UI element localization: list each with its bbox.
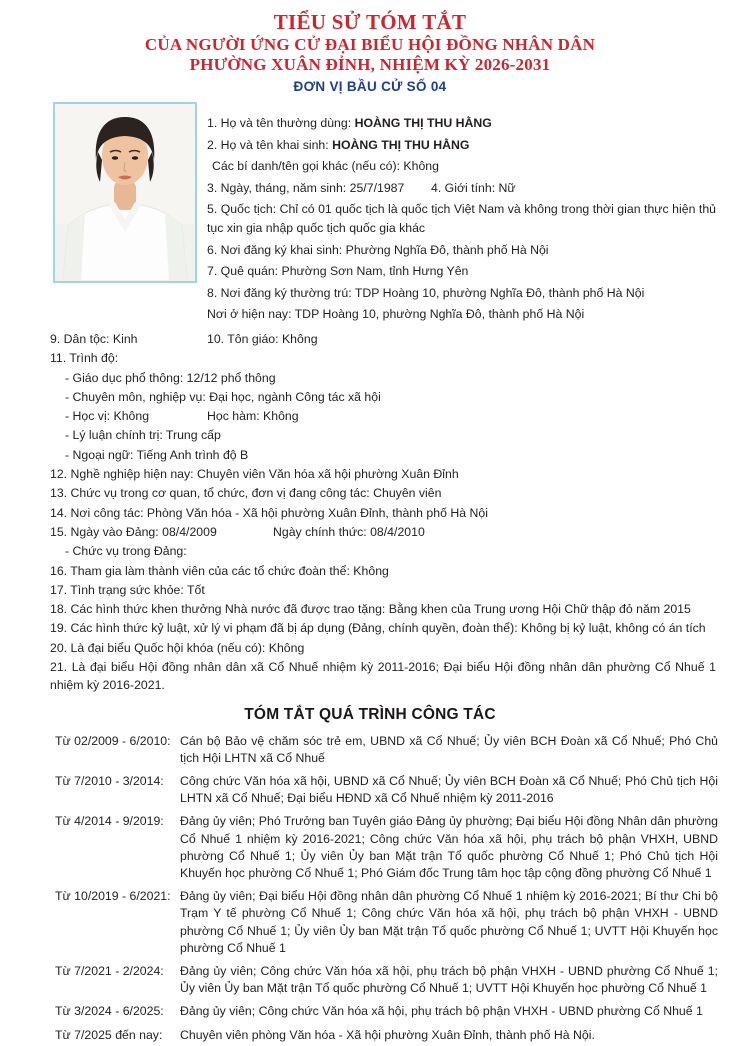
work-description: Cán bộ Bảo vệ chăm sóc trẻ em, UBND xã Cổ Nhuế; Ủy viên BCH Đoàn xã Cổ Nhuế; Phó Chủ tịch Hội LHTN xã Cổ Nhuế <box>180 733 718 765</box>
work-history-row <box>55 963 718 997</box>
portrait-illustration <box>55 104 195 281</box>
work-period: Từ 7/2021 - 2/2024: <box>55 964 164 979</box>
item-3-4-row <box>207 179 716 198</box>
item-10-religion: 10. Tôn giáo: Không <box>207 331 318 346</box>
work-period: Từ 3/2024 - 6/2025: <box>55 1004 164 1019</box>
item-8-permanent-residence: 8. Nơi đăng ký thường trú: TDP Hoàng 10, phường Nghĩa Đô, thành phố Hà Nội <box>207 285 645 300</box>
top-section <box>0 95 740 327</box>
work-period: Từ 02/2009 - 6/2010: <box>55 733 171 748</box>
education-degree-row <box>50 407 716 425</box>
education-degree: - Học vị: Không <box>65 409 150 424</box>
personal-items-1-8 <box>207 102 716 327</box>
item-9-10-row <box>50 330 716 348</box>
work-description: Đảng ủy viên; Đại biểu Hội đồng nhân dân phường Cổ Nhuế 1 nhiệm kỳ 2016-2021; Bí thư Chi bộ Trạm Y tế phường Cổ Nhuế 1; Công chức Văn hóa xã hội, phụ trách bộ phận VHXH - UBND phường Cổ Nhuế 1; Ủy viên Ủy ban Mặt trận Tổ quốc phường Cổ Nhuế 1; UVTT Hội Khuyến học phường Cổ Nhuế 1 <box>180 889 718 955</box>
work-history-row <box>55 733 718 767</box>
work-description: Đảng ủy viên; Công chức Văn hóa xã hội, phụ trách bộ phận VHXH - UBND phường Cổ Nhuế 1; Ủy viên Ủy ban Mặt trận Tổ quốc phường Cổ Nhuế 1; UVTT Hội Khuyến học phường Cổ Nhuế 1 <box>180 964 718 996</box>
document-title: TIỂU SỬ TÓM TẮT <box>273 10 467 34</box>
item-12-occupation: 12. Nghề nghiệp hiện nay: Chuyên viên Văn hóa xã hội phường Xuân Đỉnh <box>50 467 459 482</box>
item-13-position: 13. Chức vụ trong cơ quan, tổ chức, đơn vị đang công tác: Chuyên viên <box>50 486 442 501</box>
item-2-value: HOÀNG THỊ THU HẰNG <box>332 137 470 152</box>
work-period: Từ 7/2025 đến nay: <box>55 1027 163 1042</box>
work-period: Từ 4/2014 - 9/2019: <box>55 814 164 829</box>
item-9-ethnicity: 9. Dân tộc: Kinh <box>50 331 138 346</box>
item-5-nationality: 5. Quốc tịch: Chỉ có 01 quốc tịch là quốc tịch Việt Nam và không trong thời gian thực hiện thủ tục xin gia nhập quốc tịch quốc gia khác <box>207 202 716 235</box>
item-20-national-assembly: 20. Là đại biểu Quốc hội khóa (nếu có): Không <box>50 640 305 655</box>
item-19-discipline: 19. Các hình thức kỷ luật, xử lý vi phạm đã bị áp dụng (Đảng, chính quyền, đoàn thể): Không bị kỷ luật, không có án tích <box>50 621 706 636</box>
election-unit-line: ĐƠN VỊ BẦU CỬ SỐ 04 <box>293 79 447 94</box>
item-15-party-row <box>50 523 716 541</box>
item-1-label: 1. Họ và tên thường dùng: <box>207 116 355 130</box>
item-17-health: 17. Tình trạng sức khỏe: Tốt <box>50 582 205 597</box>
work-history-row <box>55 1003 718 1020</box>
item-14-workplace: 14. Nơi công tác: Phòng Văn hóa - Xã hội phường Xuân Đỉnh, thành phố Hà Nội <box>50 505 488 520</box>
work-history-heading: TÓM TẮT QUÁ TRÌNH CÔNG TÁC <box>244 705 496 723</box>
item-4-gender: 4. Giới tính: Nữ <box>431 180 516 195</box>
item-6-birth-registration: 6. Nơi đăng ký khai sinh: Phường Nghĩa Đô, thành phố Hà Nội <box>207 242 549 257</box>
item-aliases: Các bí danh/tên gọi khác (nếu có): Không <box>212 159 439 174</box>
work-description: Chuyên viên phòng Văn hóa - Xã hội phường Xuân Đỉnh, thành phố Hà Nội. <box>180 1027 595 1042</box>
work-period: Từ 10/2019 - 6/2021: <box>55 889 171 904</box>
item-18-awards: 18. Các hình thức khen thưởng Nhà nước đã được trao tặng: Bằng khen của Trung ương Hội Chữ thập đỏ năm 2015 <box>50 602 691 617</box>
education-language: - Ngoại ngữ: Tiếng Anh trình độ B <box>65 447 249 462</box>
item-2-label: 2. Họ và tên khai sinh: <box>207 137 333 152</box>
work-description: Đảng ủy viên; Phó Trưởng ban Tuyên giáo Đảng ủy phường; Đại biểu Hội đồng Nhân dân phường Cổ Nhuế 1 nhiệm kỳ 2016-2021; Công chức Văn hóa xã hội, phụ trách bộ phận VHXH, UBND phường Cổ Nhuế 1; Ủy viên Ủy ban Mặt trận Tổ quốc phường Cổ Nhuế 1; Phó Chủ tịch Hội Khuyến học phường Cổ Nhuế 1; Phó Giám đốc Trung tâm học tập cộng đồng phường Cổ Nhuế 1 <box>180 814 718 880</box>
item-2-birth-name <box>207 136 716 155</box>
document-header <box>0 0 740 95</box>
work-history-row <box>55 1027 718 1044</box>
education-professional: - Chuyên môn, nghiệp vụ: Đại học, ngành Công tác xã hội <box>65 389 381 404</box>
item-3-dob: 3. Ngày, tháng, năm sinh: 25/7/1987 <box>207 180 405 195</box>
item-11-education-heading: 11. Trình độ: <box>50 351 119 366</box>
item-8b-current-residence: Nơi ở hiện nay: TDP Hoàng 10, phường Nghĩa Đô, thành phố Hà Nội <box>207 307 585 322</box>
item-1-common-name <box>207 114 716 133</box>
item-16-organizations: 16. Tham gia làm thành viên của các tổ chức đoàn thể: Không <box>50 563 389 578</box>
work-history-row <box>55 773 718 807</box>
education-general: - Giáo dục phổ thông: 12/12 phổ thông <box>65 370 276 385</box>
education-politics: - Lý luận chính trị: Trung cấp <box>65 428 221 443</box>
item-15-party-position: - Chức vụ trong Đảng: <box>65 544 187 559</box>
work-history-row <box>55 888 718 957</box>
work-description: Công chức Văn hóa xã hội, UBND xã Cổ Nhuế; Ủy viên BCH Đoàn xã Cổ Nhuế; Phó Chủ tịch Hội LHTN xã Cổ Nhuế; Đại biểu HĐND xã Cổ Nhuế nhiệm kỳ 2011-2016 <box>180 773 718 806</box>
document-subtitle-1: CỦA NGƯỜI ỨNG CỬ ĐẠI BIỂU HỘI ĐỒNG NHÂN DÂN <box>144 35 596 54</box>
item-1-value: HOÀNG THỊ THU HẰNG <box>354 116 492 130</box>
education-academic-title: Học hàm: Không <box>207 409 299 424</box>
candidate-portrait-photo <box>53 102 197 283</box>
item-15-party-join-date: 15. Ngày vào Đảng: 08/4/2009 <box>50 524 217 539</box>
document-subtitle-2: PHƯỜNG XUÂN ĐỈNH, NHIỆM KỲ 2026-2031 <box>189 55 551 74</box>
item-15-party-official-date: Ngày chính thức: 08/4/2010 <box>273 524 425 539</box>
personal-items-9-21 <box>0 327 740 695</box>
work-period: Từ 7/2010 - 3/2014: <box>55 773 164 788</box>
work-description: Đảng ủy viên; Công chức Văn hóa xã hội, phụ trách bộ phận VHXH - UBND phường Cổ Nhuế 1 <box>180 1004 703 1019</box>
item-21-council-membership: 21. Là đại biểu Hội đồng nhân dân xã Cổ Nhuế nhiệm kỳ 2011-2016; Đại biểu Hội đồng nhân dân phường Cổ Nhuế 1 nhiệm kỳ 2016-2021. <box>50 659 716 693</box>
work-history-row <box>55 813 718 882</box>
item-7-hometown: 7. Quê quán: Phường Sơn Nam, tỉnh Hưng Yên <box>207 264 469 279</box>
work-history-table <box>0 733 740 1044</box>
